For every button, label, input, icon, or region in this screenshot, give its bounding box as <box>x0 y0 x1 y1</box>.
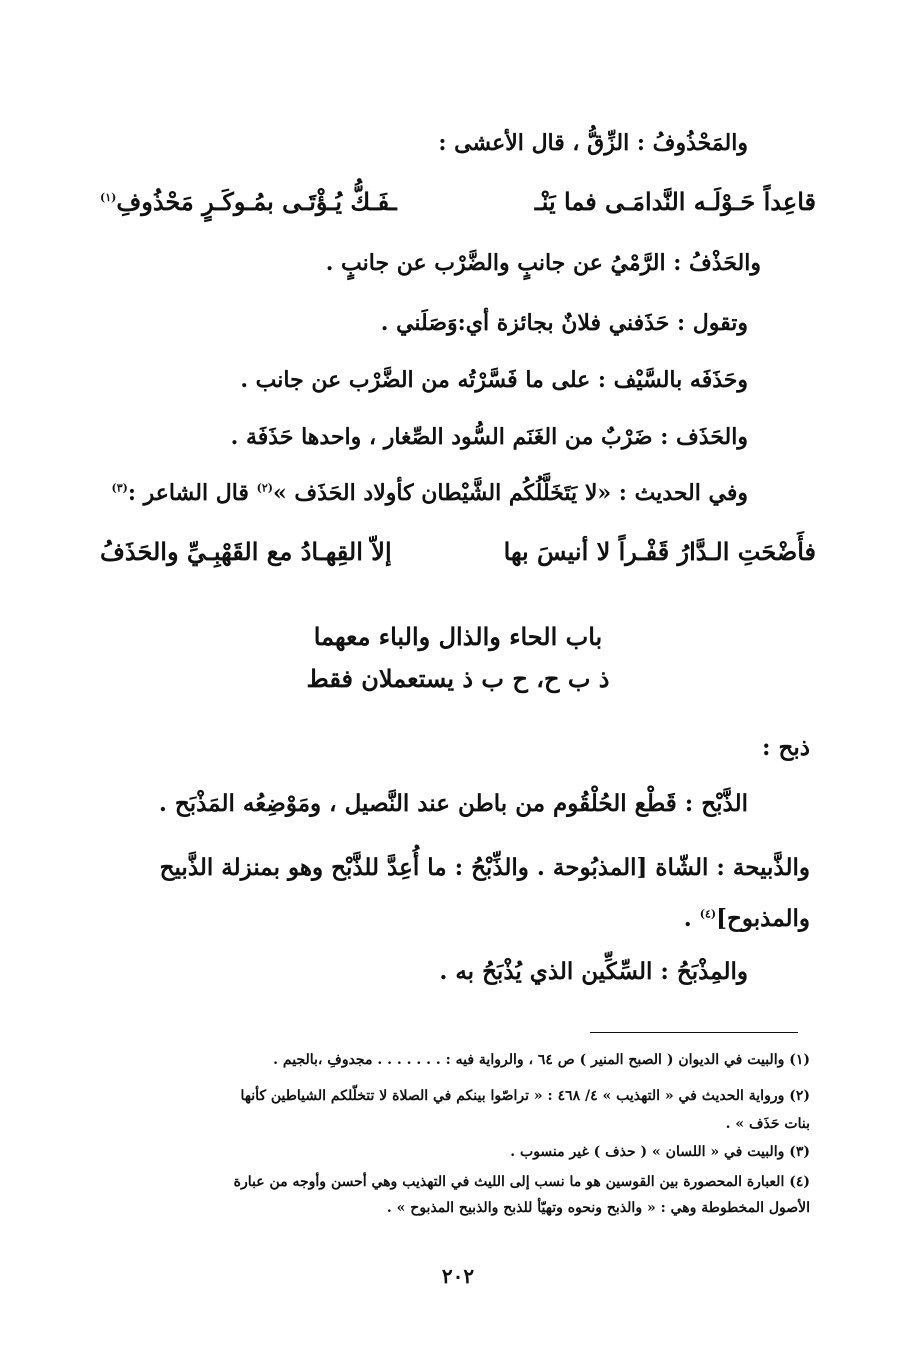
page-number: ٢٠٢ <box>441 1264 475 1288</box>
text-line-2: والحَذْفُ : الرَّمْيُ عن جانبٍ والضَّرْب عن جانبٍ . <box>325 250 761 276</box>
poet-intro: قال الشاعر : <box>127 480 249 506</box>
text-line-3: وتقول : حَذَفني فلانٌ بجائزة أي:وَصَلَني . <box>380 310 748 336</box>
verse-1 <box>100 186 816 218</box>
footnote-4: (٤) العبارة المحصورة بين القوسين هو ما نسب إلى الليث في التهذيب وهي أحسن وأوجه من عبارة <box>233 1174 810 1190</box>
section-subtitle: ذ ب ح، ح ب ذ يستعملان فقط <box>306 664 610 693</box>
footnote-ref-4: (٤) <box>699 907 717 921</box>
text-line-4: وحَذَفَه بالسَّيْف : على ما فَسَّرْتُه من الضَّرْب عن جانب . <box>240 367 748 393</box>
entry-line-2: والذَّبيحة : الشّاة [المذبُوحة . والذِّبْحُ : ما أُعِدَّ للذَّبْح وهو بمنزلة الذَّبيح <box>159 854 810 881</box>
entry-line-1: الذَّبْح : قَطْع الحُلْقُوم من باطن عند النَّصيل ، ومَوْضِعُه المَذْبَح . <box>158 790 748 817</box>
text-line-6 <box>112 478 748 508</box>
verse-1-second-hemistich: ـفَـكُّ يُـؤْتَـى بمُـوكَـرٍ مَحْذُوفِ$^{(١)}$ <box>100 187 397 216</box>
entry-line-4: والمِذْبَحُ : السِّكِّين الذي يُذْبَحُ به . <box>439 958 748 985</box>
verse-2-first-hemistich: فأَضْحَتِ الـدَّارُ قَفْـراً لا أنيسَ بها <box>503 537 816 566</box>
footnote-separator <box>590 1032 798 1033</box>
footnote-2-cont: بنات حَذَف » . <box>725 1116 810 1132</box>
entry-line-3: والمذبوح]$^{(٤)}$ . <box>683 905 810 932</box>
footnote-ref-2: (٢) <box>256 481 273 495</box>
text-line-1: والمَحْذُوفُ : الزِّقُّ ، قال الأعشى : <box>438 130 748 156</box>
footnote-ref-1: (١) <box>100 191 117 204</box>
footnote-ref-3: (٣) <box>111 481 128 495</box>
hadith-text: وفي الحديث : «لا يَتَخَلَّلُكُم الشَّيْطان كأولاد الحَذَف » <box>272 480 748 506</box>
footnote-3: (٣) والبيت في « اللسان » ( حذف ) غير منسوب . <box>510 1144 810 1160</box>
entry-head: ذبح : <box>762 734 810 761</box>
footnote-2: (٢) ورواية الحديث في « التهذيب » ٤/ ٤٦٨ : « تراصّوا بينكم في الصلاة لا تتخلّلكم الشياطين كأنها <box>240 1088 810 1104</box>
footnote-4-cont: الأصول المخطوطة وهي : « والذبح ونحوه وتهيّأ للذبح والذبيح المذبوح » . <box>386 1200 810 1216</box>
verse-1-first-hemistich: قاعِداً حَـوْلَـه النَّدامَـى فما يَنْـ <box>534 187 816 216</box>
text-line-5: والحَذَف : ضَرْبٌ من الغَنَم السُّود الصِّغار ، واحدها حَذَفَة . <box>230 424 748 450</box>
verse-2-second-hemistich: إلاّ القِهـادُ مع القَهْبِـيِّ والحَذَفُ <box>100 537 392 566</box>
footnote-1: (١) والبيت في الديوان ( الصبح المنير ) ص ٦٤ ، والرواية فيه : . . . . . . . مجدوفِ ،بالجيم . <box>273 1052 810 1068</box>
verse-2 <box>100 536 816 568</box>
section-title: باب الحاء والذال والباء معهما <box>313 622 603 651</box>
